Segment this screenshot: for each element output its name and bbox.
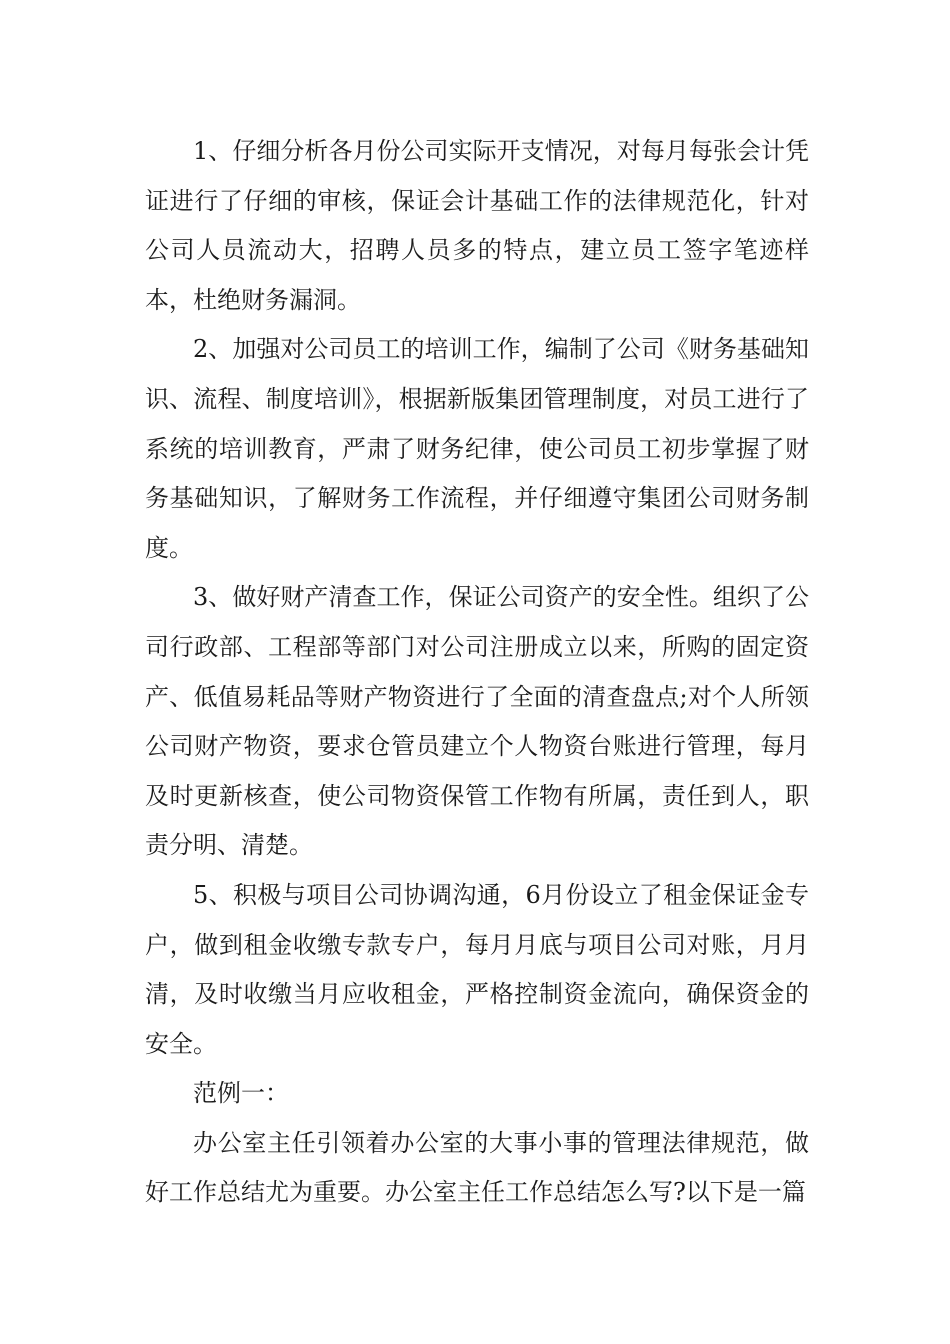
document-body (145, 127, 809, 1218)
paragraph-3: 3、做好财产清查工作，保证公司资产的安全性。组织了公司行政部、工程部等部门对公司注册成立以来，所购的固定资产、低值易耗品等财产物资进行了全面的清查盘点;对个人所领公司财产物资，要求仓管员建立个人物资台账进行管理，每月及时更新核查，使公司物资保管工作物有所属，责任到人，职责分明、清楚。 (145, 583, 809, 860)
paragraph-1: 1、仔细分析各月份公司实际开支情况，对每月每张会计凭证进行了仔细的审核，保证会计基础工作的法律规范化，针对公司人员流动大，招聘人员多的特点，建立员工签字笔迹样本，杜绝财务漏洞。 (145, 137, 809, 314)
paragraph-example-heading: 范例一： (193, 1079, 289, 1108)
paragraph-6: 办公室主任引领着办公室的大事小事的管理法律规范，做好工作总结尤为重要。办公室主任工作总结怎么写?以下是一篇 (145, 1128, 809, 1207)
paragraph-4: 5、积极与项目公司协调沟通，6月份设立了租金保证金专户，做到租金收缴专款专户，每月月底与项目公司对账，月月清，及时收缴当月应收租金，严格控制资金流向，确保资金的安全。 (145, 880, 809, 1058)
paragraph-2: 2、加强对公司员工的培训工作，编制了公司《财务基础知识、流程、制度培训》，根据新版集团管理制度，对员工进行了系统的培训教育，严肃了财务纪律，使公司员工初步掌握了财务基础知识，了解财务工作流程，并仔细遵守集团公司财务制度。 (145, 335, 809, 562)
